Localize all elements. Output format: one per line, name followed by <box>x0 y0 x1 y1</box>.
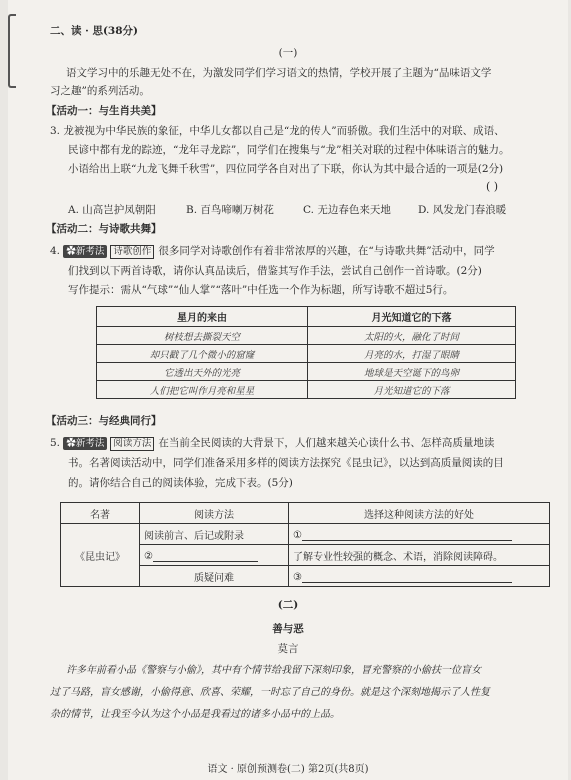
poem2-line: 太阳的火，融化了时间 <box>308 327 516 345</box>
benefit-cell[interactable] <box>289 524 550 545</box>
q4-number: 4. <box>50 245 61 257</box>
q4-hint: 写作提示：需从“气球”“仙人掌”“落叶”中任选一个作为标题，所写诗歌不超过5行。 <box>68 284 454 296</box>
poem2-line: 地球是天空诞下的鸟卵 <box>308 363 516 381</box>
bulb-icon: ✿ <box>66 438 76 449</box>
tag-label: 新考法 <box>75 246 105 257</box>
essay-line: 杂的情节，让我至今认为这个小品是我看过的诸多小品中的上品。 <box>50 709 340 720</box>
q5-first-line <box>50 436 494 451</box>
activity3-heading: 【活动三：与经典同行】 <box>46 415 162 427</box>
q3-option-d: D. 风发龙门春浪暖 <box>418 204 507 216</box>
method-cell[interactable] <box>140 545 289 566</box>
page-footer: 语文 · 原创预测卷(二) 第2页(共8页) <box>207 764 369 775</box>
poem1-title: 星月的来由 <box>97 307 308 327</box>
poem2-line: 月亮的水，打湿了眼睛 <box>308 345 516 363</box>
intro-line: 习之趣”的系列活动。 <box>50 85 150 97</box>
blank-number: ② <box>144 550 153 562</box>
section-title: 二、读 · 思(38分) <box>50 25 139 37</box>
col-header-benefit: 选择这种阅读方法的好处 <box>289 503 550 524</box>
method-cell <box>140 566 289 587</box>
poem2-line: 月光知道它的下落 <box>308 381 516 399</box>
bulb-icon: ✿ <box>66 246 76 257</box>
poem-table <box>96 306 516 399</box>
q3-line: 3. 龙被视为中华民族的象征，中华儿女都以自己是“龙的传人”而骄傲。我们生活中的对联、成语、 <box>50 125 505 137</box>
blank-number: ① <box>293 529 302 541</box>
poem2-title: 月光知道它的下落 <box>308 307 516 327</box>
blank-number: ③ <box>293 571 302 583</box>
q3-option-c: C. 无边春色来天地 <box>303 204 391 216</box>
q3-line: 民谚中都有龙的踪迹，“龙年寻龙踪”，同学们在搜集与“龙”相关对联的过程中体味语言的魅力。 <box>68 144 510 156</box>
benefit-text: 了解专业性较强的概念、术语，消除阅读障碍。 <box>293 551 503 563</box>
answer-blank[interactable] <box>302 570 512 583</box>
method-text: 质疑问难 <box>194 572 234 584</box>
q4-line: 们找到以下两首诗歌，请你认真品读后，借鉴其写作手法，尝试自己创作一首诗歌。(2分) <box>68 265 482 277</box>
q5-line: 书。名著阅读活动中，同学们准备采用多样的阅读方法探究《昆虫记》，以达到高质量阅读的目 <box>68 457 504 469</box>
book-name: 《昆虫记》 <box>61 524 140 587</box>
new-method-tag <box>63 245 107 258</box>
answer-blank[interactable] <box>153 549 258 562</box>
col-header-book: 名著 <box>61 503 140 524</box>
activity2-heading: 【活动二：与诗歌共舞】 <box>46 223 162 235</box>
q5-line: 的。请你结合自己的阅读体验，完成下表。(5分) <box>68 477 293 489</box>
new-method-tag <box>63 437 107 450</box>
q3-option-a: A. 山高岂护凤朝阳 <box>68 204 156 216</box>
essay-line: 过了马路，盲女感谢，小偷得意、欣喜、荣耀，一时忘了自己的身份。就是这个深刻地揭示了人性复 <box>50 687 490 698</box>
part1-heading: (一) <box>278 47 298 59</box>
part2-heading: (二) <box>277 599 299 611</box>
activity1-heading: 【活动一：与生肖共美】 <box>46 105 162 117</box>
q3-option-b: B. 百鸟啼喇万树花 <box>186 204 274 216</box>
reading-method-table <box>60 502 550 587</box>
poem1-line: 却只戳了几个微小的窟窿 <box>97 345 308 363</box>
exam-page <box>8 0 568 780</box>
essay-line: 许多年前看小品《警察与小偷》，其中有个情节给我留下深刻印象，冒充警察的小偷扶一位盲女 <box>66 665 481 676</box>
tag-label: 新考法 <box>75 438 105 449</box>
q3-answer-paren: ( ) <box>486 180 499 193</box>
q5-number: 5. <box>50 437 61 449</box>
intro-line: 语文学习中的乐趣无处不在，为激发同学们学习语文的热情，学校开展了主题为“品味语文学 <box>66 67 492 79</box>
q4-first-line <box>50 244 495 259</box>
topic-box: 阅读方法 <box>110 437 154 451</box>
col-header-method: 阅读方法 <box>140 503 289 524</box>
benefit-cell <box>289 545 550 566</box>
essay-title: 善与恶 <box>272 623 304 635</box>
q5-text: 在当前全民阅读的大背景下，人们越来越关心读什么书、怎样高质量地读 <box>158 437 495 449</box>
q3-line: 小语给出上联“九龙飞舞千秋雪”，四位同学各自对出了下联，你认为其中最合适的一项是(2分) <box>68 163 504 175</box>
essay-author: 莫言 <box>277 643 299 655</box>
method-cell <box>140 524 289 545</box>
poem1-line: 树枝想去撕裂天空 <box>97 327 308 345</box>
topic-box: 诗歌创作 <box>110 245 154 259</box>
poem1-line: 它透出天外的光亮 <box>97 363 308 381</box>
answer-blank[interactable] <box>302 528 512 541</box>
benefit-cell[interactable] <box>289 566 550 587</box>
q4-text: 很多同学对诗歌创作有着非常浓厚的兴趣，在“与诗歌共舞”活动中，同学 <box>158 245 495 257</box>
method-text: 阅读前言、后记或附录 <box>144 530 244 542</box>
poem1-line: 人们把它叫作月亮和星星 <box>97 381 308 399</box>
